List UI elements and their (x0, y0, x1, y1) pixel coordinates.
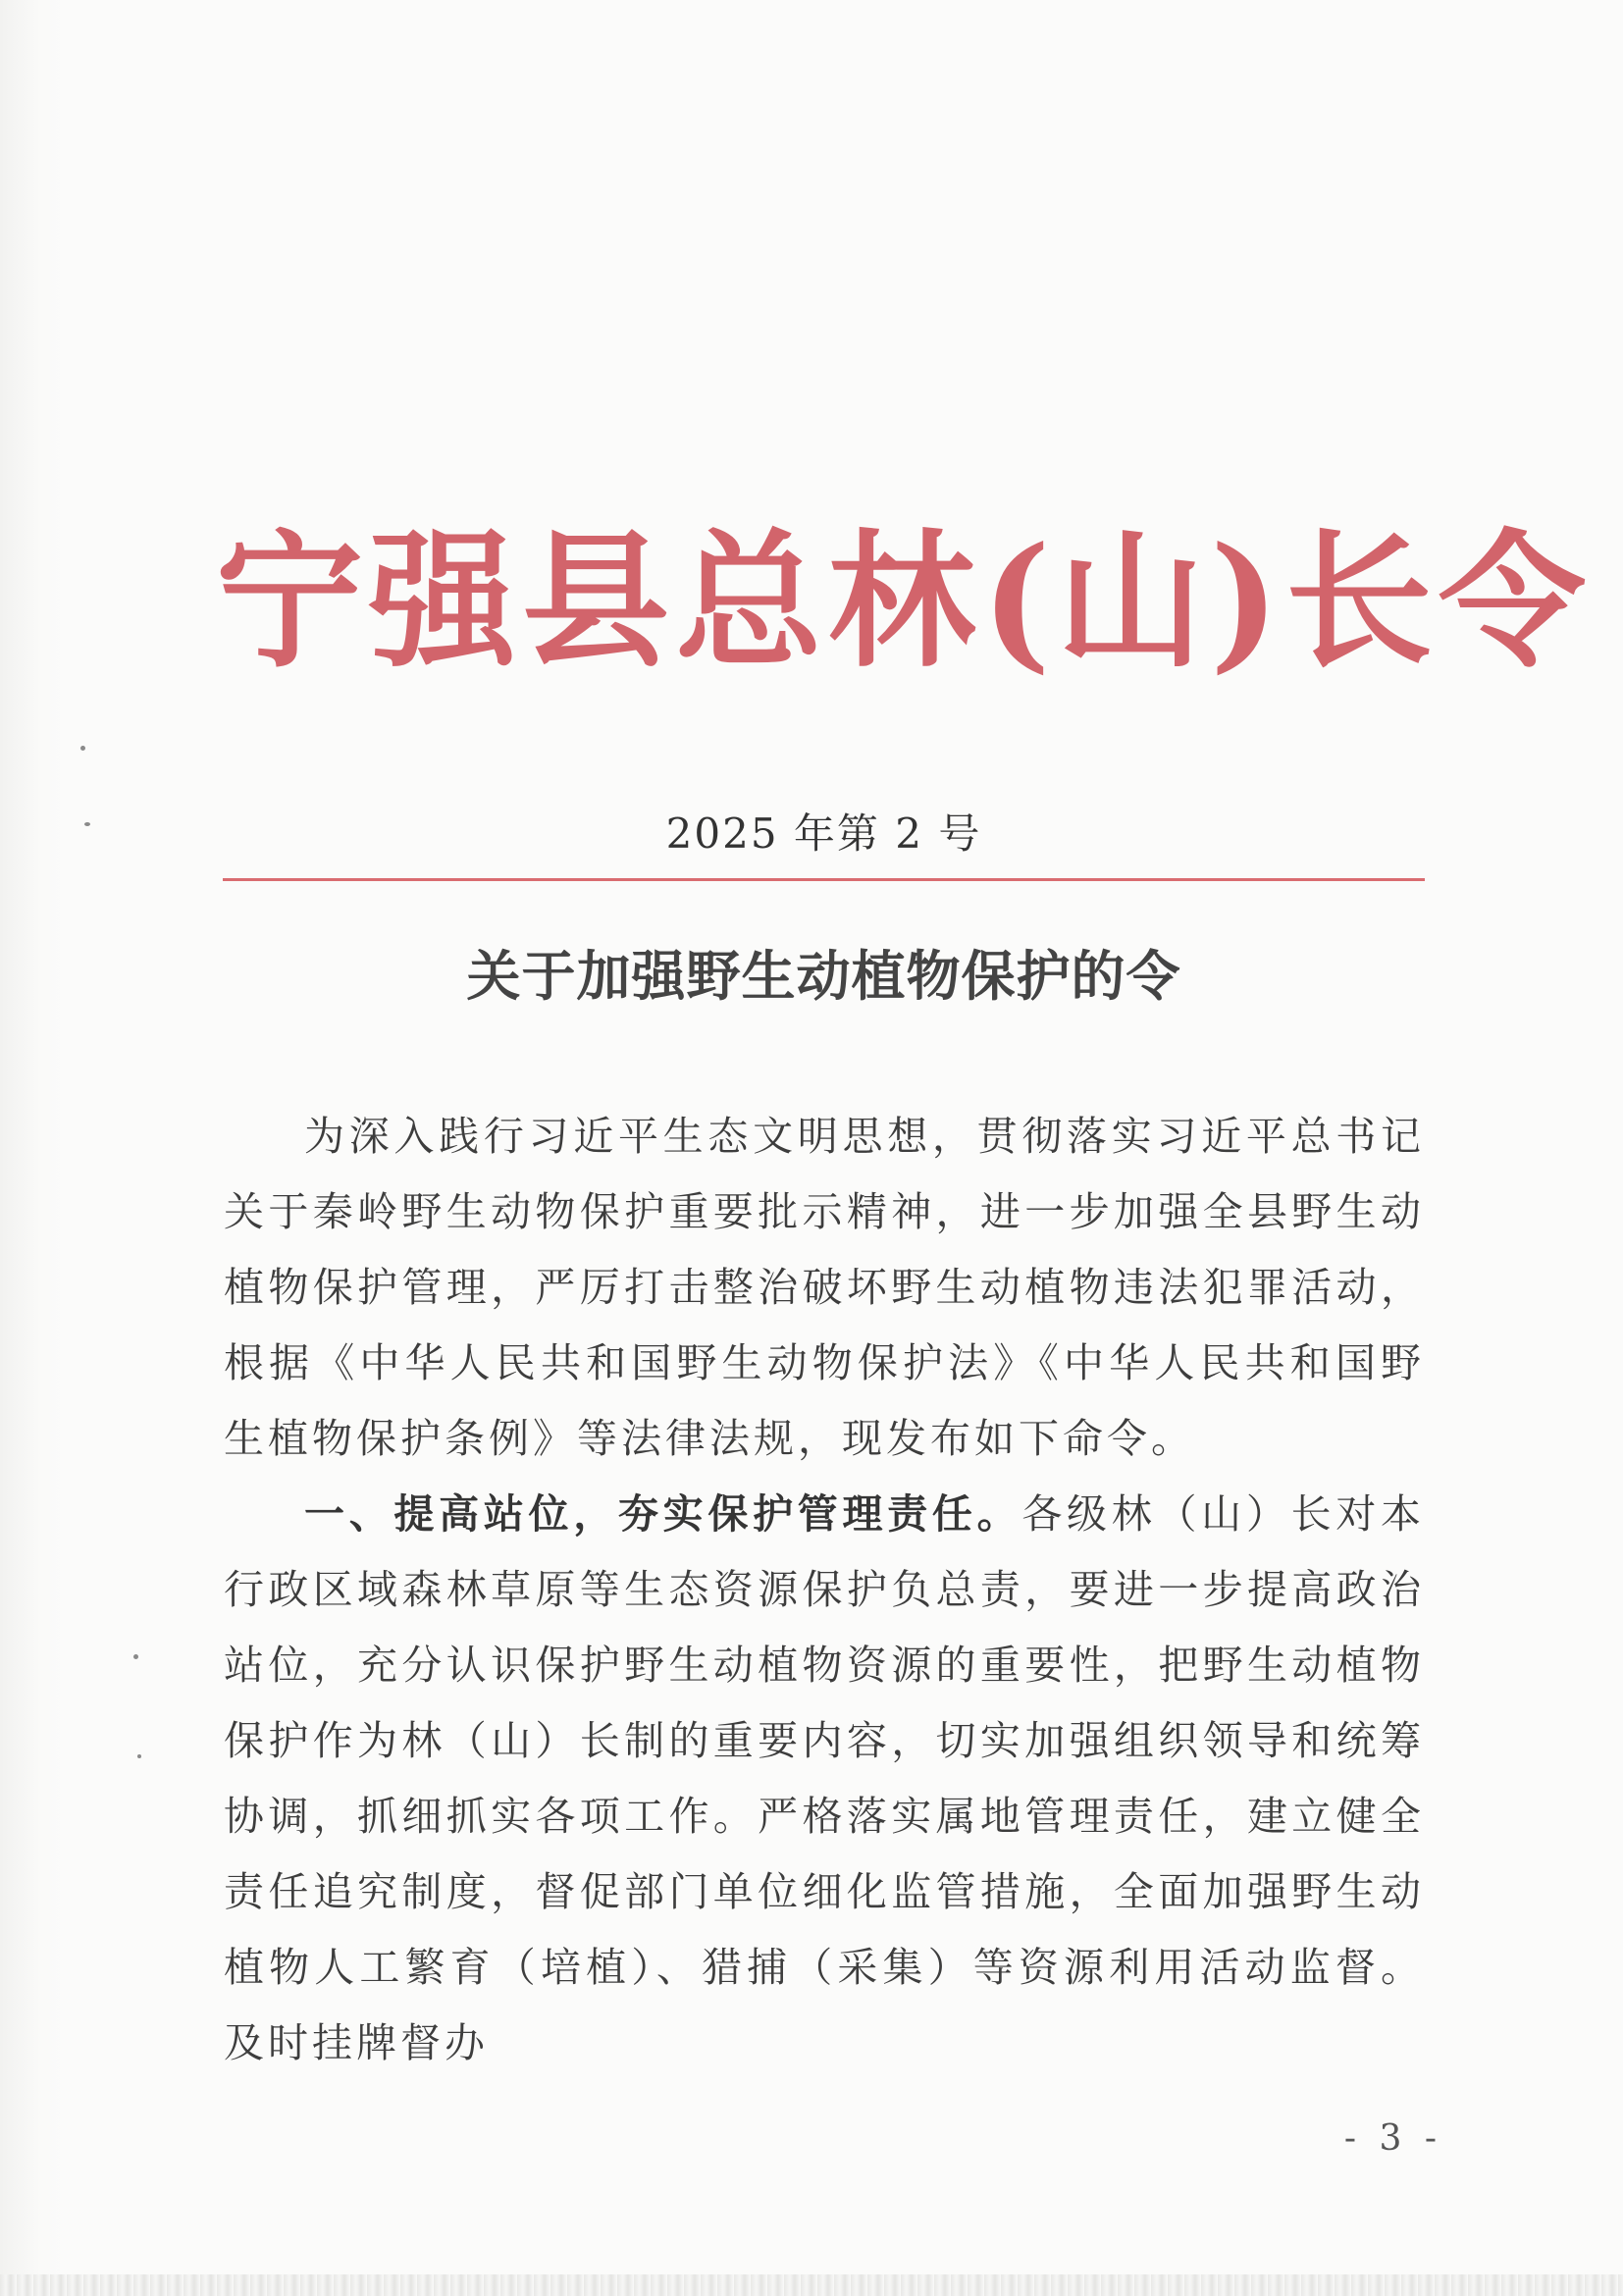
document-title: 关于加强野生动植物保护的令 (466, 945, 1181, 1008)
document-body (224, 1099, 1425, 2081)
masthead: 宁强县总林(山)长令 (216, 515, 1592, 688)
scan-speck (133, 1654, 138, 1659)
body-paragraph (224, 1099, 1425, 1477)
page-number: - 3 - (1343, 2118, 1442, 2159)
scan-speck (137, 1754, 141, 1758)
scan-speck (80, 746, 85, 751)
body-paragraph (224, 1477, 1425, 2081)
paragraph-text: 各级林（山）长对本行政区域森林草原等生态资源保护负总责，要进一步提高政治站位，充分认识保护野生动植物资源的重要性，把野生动植物保护作为林（山）长制的重要内容，切实加强组织领导和统筹协调，抓细抓实各项工作。严格落实属地管理责任，建立健全责任追究制度，督促部门单位细化监管措施，全面加强野生动植物人工繁育（培植）、猎捕（采集）等资源利用活动监督。及时挂牌督办 (224, 1490, 1426, 2066)
document-number: 2025 年第 2 号 (665, 809, 982, 858)
section-heading: 一、提高站位，夯实保护管理责任。 (304, 1490, 1022, 1538)
paragraph-text: 为深入践行习近平生态文明思想，贯彻落实习近平总书记关于秦岭野生动物保护重要批示精神，进一步加强全县野生动植物保护管理，严厉打击整治破坏野生动植物违法犯罪活动，根据《中华人民共和国野生动物保护法》《中华人民共和国野生植物保护条例》等法律法规，现发布如下命令。 (224, 1113, 1425, 1462)
scan-edge-shadow (0, 0, 69, 2296)
scan-edge-bottom (0, 2274, 1623, 2296)
scan-speck (84, 822, 90, 826)
red-divider-rule (223, 878, 1425, 881)
